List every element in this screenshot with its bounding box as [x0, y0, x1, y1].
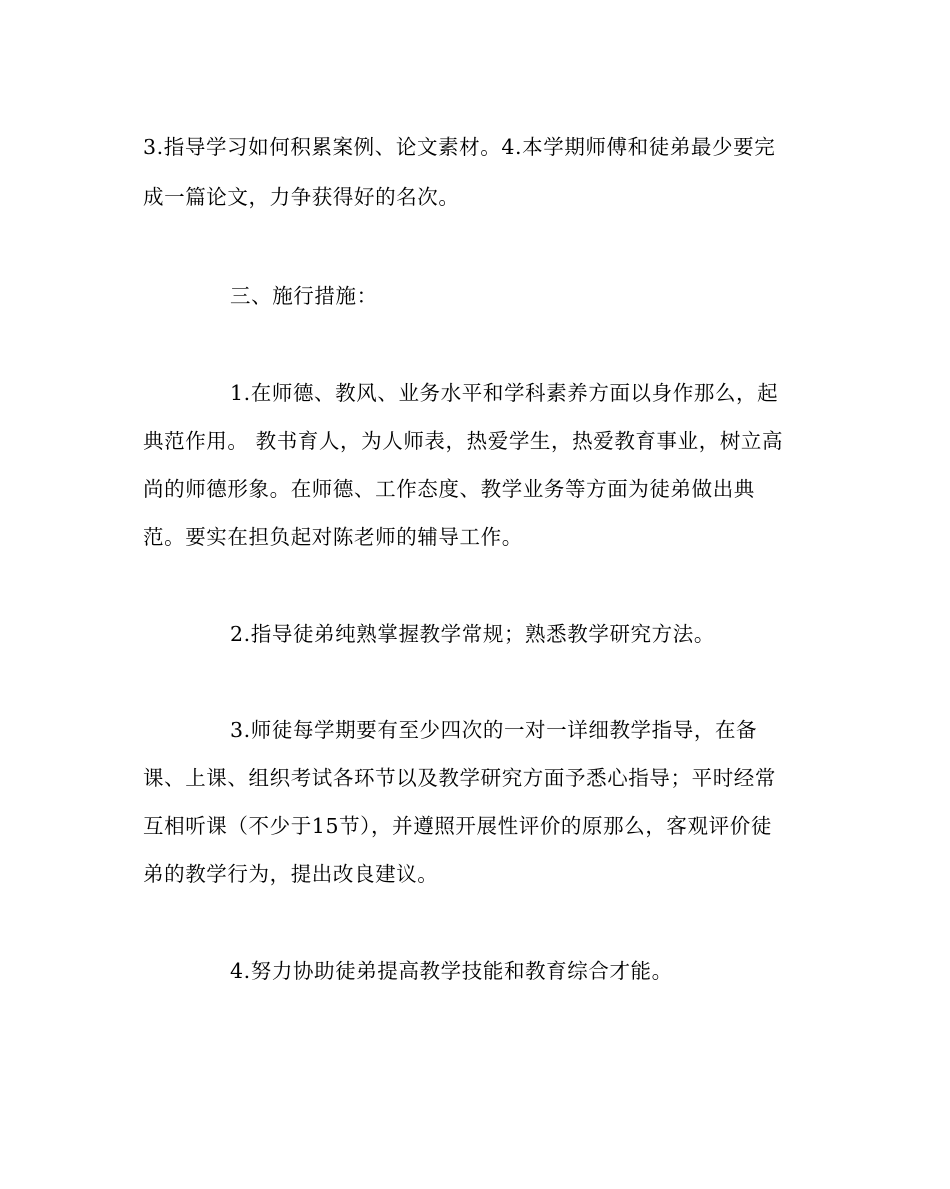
section-heading-implementation: 三、施行措施：: [230, 284, 378, 308]
paragraph-goals-line-1: 3.指导学习如何积累案例、论文素材。4.本学期师傅和徒弟最少要完: [143, 135, 776, 159]
paragraph-measure-1-line-2: 典范作用。 教书育人，为人师表，热爱学生，热爱教育事业，树立高: [143, 429, 784, 453]
paragraph-measure-3-line-4: 弟的教学行为，提出改良建议。: [143, 862, 439, 886]
paragraph-measure-1-line-3: 尚的师德形象。在师德、工作态度、教学业务等方面为徒弟做出典: [143, 477, 755, 501]
paragraph-measure-2: 2.指导徒弟纯熟掌握教学常规；熟悉教学研究方法。: [230, 622, 715, 646]
paragraph-measure-4: 4.努力协助徒弟提高教学技能和教育综合才能。: [230, 959, 673, 983]
paragraph-measure-3-line-3: 互相听课（不少于15节），并遵照开展性评价的原那么，客观评价徒: [143, 814, 772, 838]
paragraph-measure-3-line-1: 3.师徒每学期要有至少四次的一对一详细教学指导，在备: [230, 718, 758, 742]
paragraph-measure-3-line-2: 课、上课、组织考试各环节以及教学研究方面予悉心指导；平时经常: [143, 766, 776, 790]
paragraph-measure-1-line-1: 1.在师德、教风、业务水平和学科素养方面以身作那么，起: [230, 381, 779, 405]
paragraph-measure-1-line-4: 范。要实在担负起对陈老师的辅导工作。: [143, 525, 523, 549]
paragraph-goals-line-2: 成一篇论文，力争获得好的名次。: [143, 185, 460, 209]
